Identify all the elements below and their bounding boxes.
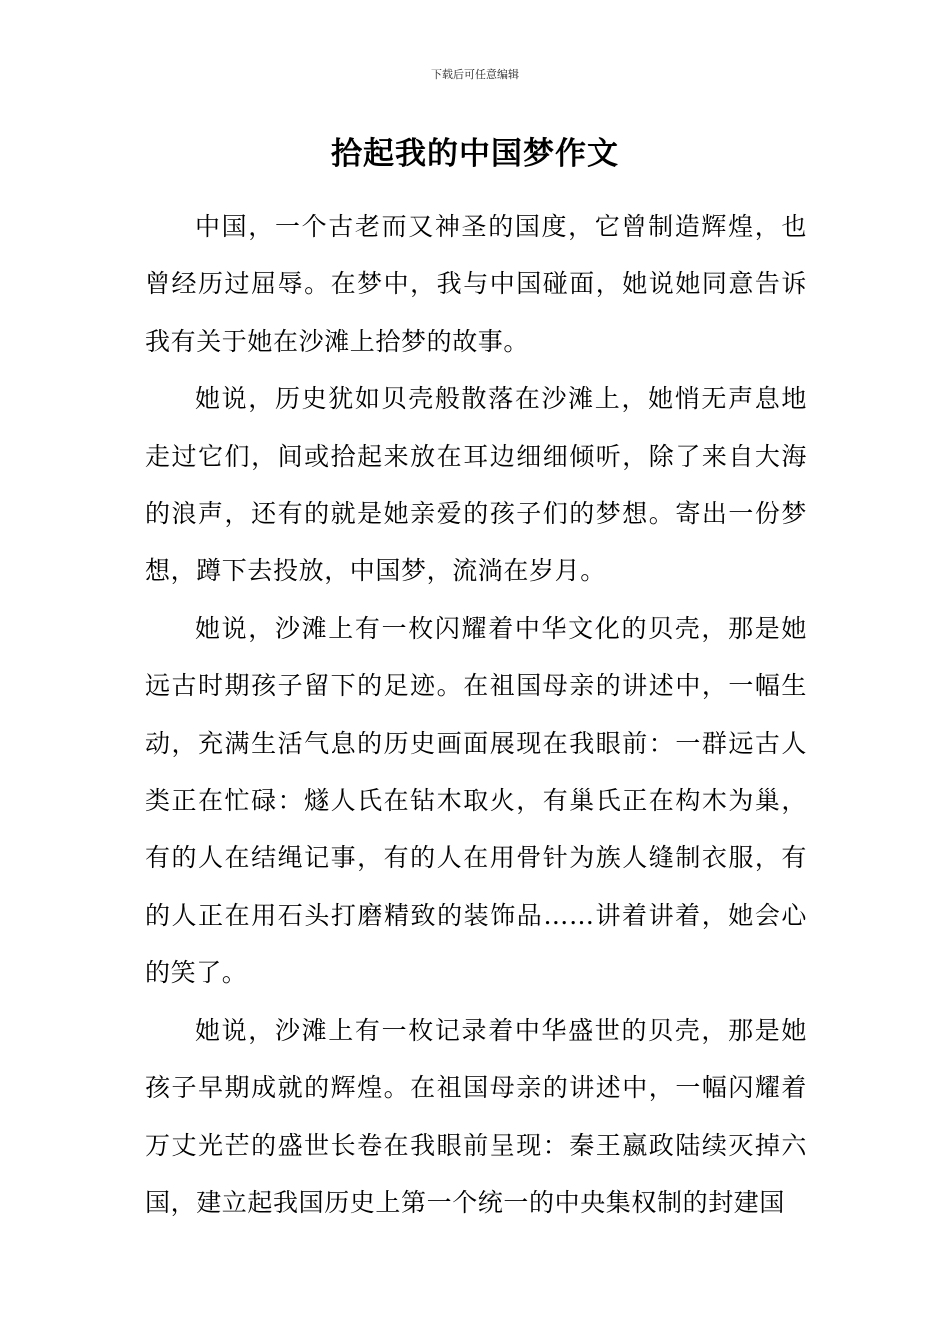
document-title: 拾起我的中国梦作文 xyxy=(331,136,619,172)
paragraph-4: 她说，沙滩上有一枚记录着中华盛世的贝壳，那是她孩子早期成就的辉煌。在祖国母亲的讲述中，一幅闪耀着万丈光芒的盛世长卷在我眼前呈现：秦王嬴政陆续灭掉六国，建立起我国历史上第一个统一的中央集权制的封建国 xyxy=(145,1015,807,1217)
document-body xyxy=(145,198,807,1231)
paragraph-1: 中国，一个古老而又神圣的国度，它曾制造辉煌，也曾经历过屈辱。在梦中，我与中国碰面，她说她同意告诉我有关于她在沙滩上拾梦的故事。 xyxy=(145,212,807,356)
paragraph-3: 她说，沙滩上有一枚闪耀着中华文化的贝壳，那是她远古时期孩子留下的足迹。在祖国母亲的讲述中，一幅生动，充满生活气息的历史画面展现在我眼前：一群远古人类正在忙碌：燧人氏在钻木取火，有巢氏正在构木为巢，有的人在结绳记事，有的人在用骨针为族人缝制衣服，有的人正在用石头打磨精致的装饰品……讲着讲着，她会心的笑了。 xyxy=(145,613,807,988)
header-note: 下载后可任意编辑 xyxy=(431,68,519,81)
paragraph-2: 她说，历史犹如贝壳般散落在沙滩上，她悄无声息地走过它们，间或拾起来放在耳边细细倾听，除了来自大海的浪声，还有的就是她亲爱的孩子们的梦想。寄出一份梦想，蹲下去投放，中国梦，流淌在岁月。 xyxy=(145,384,807,586)
